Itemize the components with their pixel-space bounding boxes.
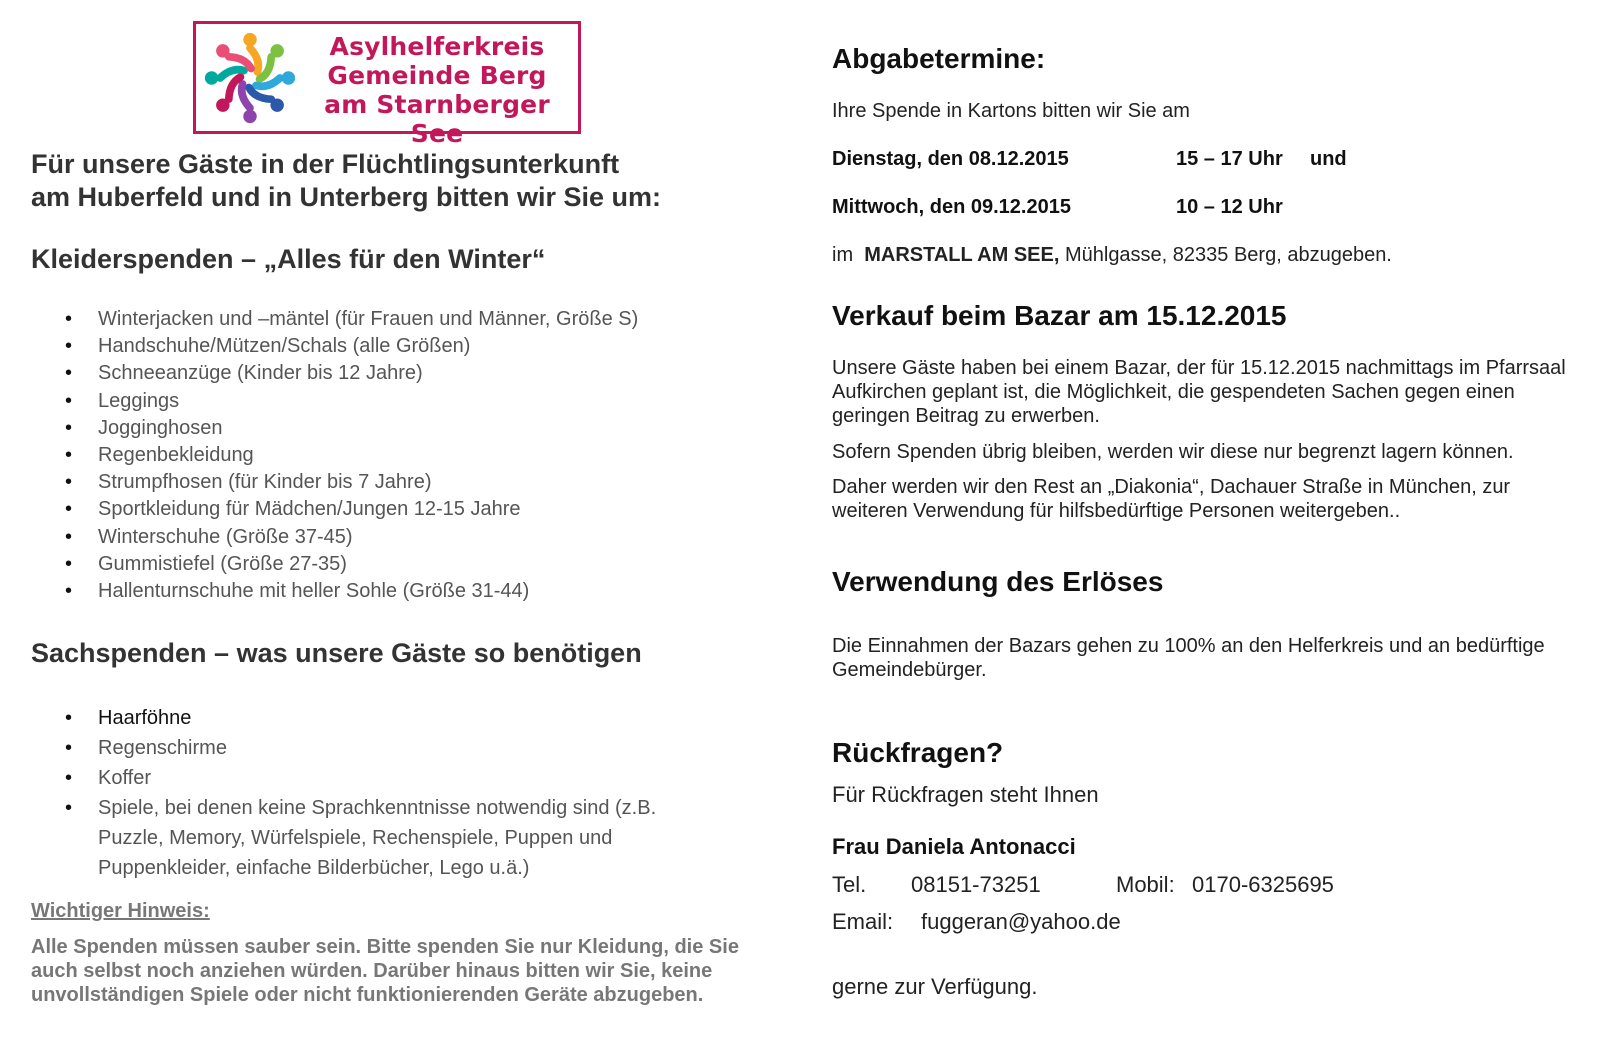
list-item-text: Gummistiefel (Größe 27-35)	[98, 552, 347, 575]
intro-line-2: am Huberfeld und in Unterberg bitten wir Sie um:	[31, 182, 662, 212]
list-item-text: Jogginghosen	[98, 416, 223, 439]
bazaar-paragraph-3: Daher werden wir den Rest an „Diakonia“, Dachauer Straße in München, zur weiteren Verwendung für hilfsbedürftige Personen weitergeben..	[832, 476, 1511, 522]
proceeds-heading: Verwendung des Erlöses	[832, 566, 1164, 597]
contact-intro: Für Rückfragen steht Ihnen	[832, 782, 1099, 807]
bullet-icon: •	[65, 471, 73, 494]
bullet-icon: •	[65, 389, 73, 412]
proceeds-text: Die Einnahmen der Bazars gehen zu 100% an den Helferkreis und an bedürftige Gemeindebürger.	[832, 635, 1545, 681]
goods-list	[31, 703, 711, 883]
list-item-text: Regenschirme	[98, 737, 227, 759]
bullet-icon: •	[65, 707, 73, 729]
bullet-icon: •	[65, 308, 73, 330]
contact-heading: Rückfragen?	[832, 737, 1004, 768]
bullet-icon: •	[65, 525, 73, 548]
bullet-icon: •	[65, 767, 73, 789]
bazaar-paragraph-1: Unsere Gäste haben bei einem Bazar, der für 15.12.2015 nachmittags im Pfarrsaal Aufkirchen geplant ist, die Möglichkeit, die gespendeten Sachen gegen einen geringen Beitrag zu erwerben.	[832, 357, 1566, 427]
list-item	[31, 306, 638, 333]
clothing-heading: Kleiderspenden – „Alles für den Winter“	[31, 244, 546, 274]
dropoff-day-1: Dienstag, den 08.12.2015	[832, 148, 1069, 170]
mobile-label: Mobil:	[1116, 872, 1175, 897]
bazaar-paragraph-2: Sofern Spenden übrig bleiben, werden wir diese nur begrenzt lagern können.	[832, 441, 1514, 463]
dropoff-and: und	[1310, 148, 1347, 170]
list-item	[31, 578, 638, 605]
bullet-icon: •	[65, 362, 73, 385]
list-item	[31, 733, 711, 763]
list-item	[31, 469, 638, 496]
list-item	[31, 703, 711, 733]
mobile-value: 0170-6325695	[1192, 872, 1334, 897]
goods-heading: Sachspenden – was unsere Gäste so benötigen	[31, 638, 642, 668]
email-value[interactable]: fuggeran@yahoo.de	[921, 909, 1121, 934]
contact-name: Frau Daniela Antonacci	[832, 834, 1076, 859]
list-item	[31, 388, 638, 415]
list-item-text: Handschuhe/Mützen/Schals (alle Größen)	[98, 335, 471, 358]
bullet-icon: •	[65, 443, 73, 466]
list-item-text: Spiele, bei denen keine Sprachkenntnisse notwendig sind (z.B. Puzzle, Memory, Würfelspiele, Rechenspiele, Puppen und Puppenkleider, einfache Bilderbücher, Lego u.ä.)	[98, 797, 657, 879]
dropoff-time-1: 15 – 17 Uhr	[1176, 148, 1283, 170]
dropoff-intro: Ihre Spende in Kartons bitten wir Sie am	[832, 100, 1190, 122]
place-suffix: Mühlgasse, 82335 Berg, abzugeben.	[1059, 244, 1392, 266]
dropoff-heading: Abgabetermine:	[832, 43, 1046, 74]
list-item	[31, 524, 638, 551]
logo-text	[296, 32, 578, 148]
list-item-text: Haarföhne	[98, 707, 192, 729]
list-item-text: Winterjacken und –mäntel (für Frauen und Männer, Größe S)	[98, 308, 639, 330]
list-item-text: Koffer	[98, 767, 151, 789]
list-item-text: Schneeanzüge (Kinder bis 12 Jahre)	[98, 362, 423, 385]
list-item	[31, 551, 638, 578]
bullet-icon: •	[65, 797, 73, 819]
place-prefix: im	[832, 244, 865, 266]
dropoff-location	[832, 244, 1392, 267]
bullet-icon: •	[65, 416, 73, 439]
dropoff-time-2: 10 – 12 Uhr	[1176, 196, 1283, 218]
list-item	[31, 360, 638, 387]
email-label: Email:	[832, 909, 894, 934]
note-text: Alle Spenden müssen sauber sein. Bitte spenden Sie nur Kleidung, die Sie auch selbst noch anziehen würden. Darüber hinaus bitten wir Sie, keine unvollständigen Spiele oder nicht funktionierenden Geräte abzugeben.	[31, 936, 739, 1006]
dropoff-day-2: Mittwoch, den 09.12.2015	[832, 196, 1071, 218]
list-item	[31, 415, 638, 442]
list-item-text: Strumpfhosen (für Kinder bis 7 Jahre)	[98, 471, 432, 494]
list-item	[31, 442, 638, 469]
intro-heading	[31, 148, 771, 214]
place-name: MARSTALL AM SEE,	[864, 244, 1060, 266]
list-item	[31, 333, 638, 360]
list-item-text: Winterschuhe (Größe 37-45)	[98, 525, 353, 548]
bullet-icon: •	[65, 498, 73, 521]
list-item-text: Leggings	[98, 389, 180, 412]
bazaar-heading: Verkauf beim Bazar am 15.12.2015	[832, 300, 1287, 331]
bullet-icon: •	[65, 579, 73, 602]
logo-line-2: Gemeinde Berg	[327, 61, 547, 90]
list-item	[31, 763, 711, 793]
intro-line-1: Für unsere Gäste in der Flüchtlingsunterkunft	[31, 149, 620, 179]
list-item-text: Regenbekleidung	[98, 443, 254, 466]
bullet-icon: •	[65, 552, 73, 575]
list-item	[31, 496, 638, 523]
bullet-icon: •	[65, 335, 73, 358]
tel-value: 08151-73251	[911, 872, 1041, 897]
organization-logo	[193, 21, 581, 148]
bullet-icon: •	[65, 737, 73, 759]
logo-line-3: am Starnberger See	[324, 90, 550, 148]
list-item-text: Hallenturnschuhe mit heller Sohle (Größe 31-44)	[98, 579, 530, 602]
clothing-list	[31, 306, 638, 605]
list-item	[31, 793, 711, 883]
logo-line-1: Asylhelferkreis	[329, 32, 545, 61]
tel-label: Tel.	[832, 872, 867, 897]
note-title: Wichtiger Hinweis:	[31, 900, 210, 922]
contact-closing: gerne zur Verfügung.	[832, 974, 1038, 999]
people-circle-icon	[202, 30, 298, 126]
list-item-text: Sportkleidung für Mädchen/Jungen 12-15 Jahre	[98, 498, 521, 521]
